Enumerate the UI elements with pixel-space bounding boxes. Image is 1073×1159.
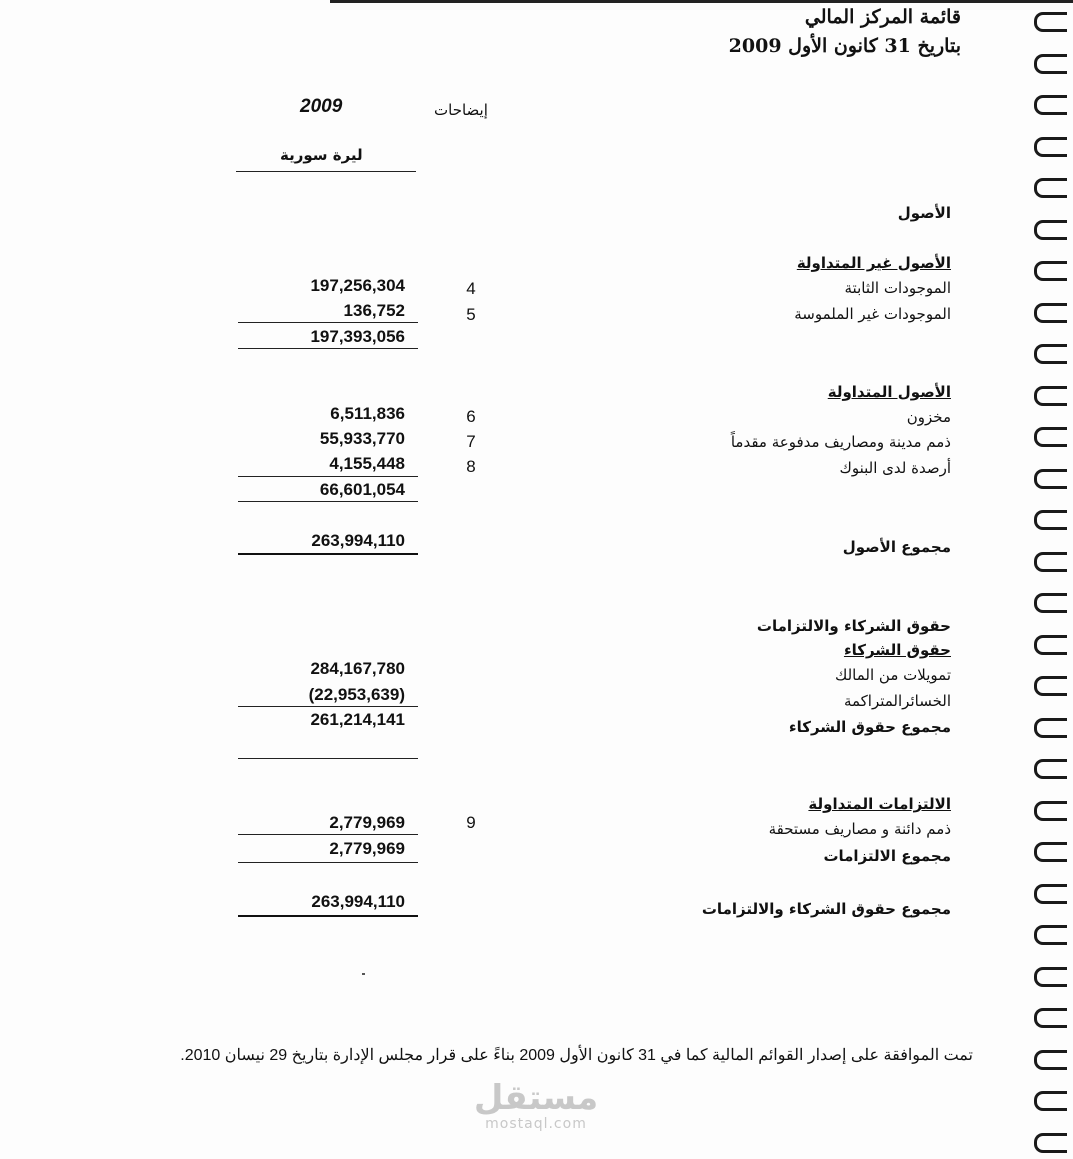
fixed-assets-value: 197,256,304	[310, 276, 405, 295]
total-liabilities-label: مجموع الالتزامات	[823, 847, 951, 865]
current-liabilities-heading: الالتزامات المتداولة	[808, 795, 951, 813]
binding-coil	[1034, 427, 1067, 447]
total-equity-label: مجموع حقوق الشركاء	[788, 718, 951, 736]
binding-coil	[1034, 12, 1067, 32]
rule	[238, 706, 418, 707]
intangible-assets-value: 136,752	[343, 301, 405, 320]
total-assets-value: 263,994,110	[311, 531, 405, 550]
rule	[238, 348, 418, 349]
rule	[238, 834, 418, 835]
binding-coil	[1034, 220, 1067, 240]
non-current-assets-total: 197,393,056	[310, 327, 405, 346]
total-assets-label: مجموع الأصول	[842, 538, 951, 556]
binding-coil	[1034, 303, 1067, 323]
binding-coil	[1034, 54, 1067, 74]
bank-balances-label: أرصدة لدى البنوك	[839, 459, 951, 477]
binding-coil	[1034, 1008, 1067, 1028]
payables-label: ذمم دائنة و مصاريف مستحقة	[768, 820, 951, 838]
statement-date: بتاريخ 31 كانون الأول 2009	[728, 35, 961, 57]
intangible-assets-note: 5	[466, 305, 476, 324]
header-rule	[236, 171, 416, 172]
rule	[238, 758, 418, 759]
approval-note: تمت الموافقة على إصدار القوائم المالية كما في 31 كانون الأول 2009 بناءً على قرار مجلس الإدارة بتاريخ 29 نيسان 2010.	[180, 1047, 973, 1064]
column-year: 2009	[300, 96, 343, 117]
statement-title: قائمة المركز المالي	[804, 6, 961, 28]
binding-coil	[1034, 967, 1067, 987]
binding-coil	[1034, 552, 1067, 572]
rule	[238, 862, 418, 863]
binding-coil	[1034, 1133, 1067, 1153]
top-border	[330, 0, 1073, 3]
binding-coil	[1034, 842, 1067, 862]
binding-coil	[1034, 510, 1067, 530]
receivables-label: ذمم مدينة ومصاريف مدفوعة مقدماً	[730, 433, 951, 451]
double-rule	[238, 553, 418, 555]
non-current-assets-heading: الأصول غير المتداولة	[796, 254, 951, 272]
binding-coil	[1034, 178, 1067, 198]
payables-value: 2,779,969	[329, 813, 405, 832]
owner-funding-value: 284,167,780	[310, 659, 405, 678]
column-notes: إيضاحات	[434, 101, 488, 119]
binding-coil	[1034, 95, 1067, 115]
binding-coil	[1034, 1091, 1067, 1111]
binding-coil	[1034, 801, 1067, 821]
payables-note: 9	[466, 813, 476, 832]
receivables-note: 7	[466, 432, 476, 451]
binding-coil	[1034, 925, 1067, 945]
fixed-assets-note: 4	[466, 279, 476, 298]
total-liabilities-value: 2,779,969	[329, 839, 405, 858]
rule	[238, 501, 418, 502]
rule	[238, 322, 418, 323]
binding-coil	[1034, 718, 1067, 738]
grand-total-label: مجموع حقوق الشركاء والالتزامات	[701, 900, 951, 918]
inventory-label: مخزون	[906, 408, 951, 426]
watermark-arabic: مستقل	[473, 1078, 599, 1118]
mostaql-watermark	[466, 1080, 606, 1132]
binding-coil	[1034, 884, 1067, 904]
current-assets-heading: الأصول المتداولة	[827, 383, 951, 401]
watermark-latin: mostaql.com	[485, 1116, 587, 1132]
bank-balances-note: 8	[466, 457, 476, 476]
spiral-binding	[1031, 0, 1073, 1159]
scan-speck	[362, 973, 365, 975]
inventory-value: 6,511,836	[330, 404, 405, 423]
fixed-assets-label: الموجودات الثابتة	[844, 279, 951, 297]
double-rule	[238, 915, 418, 917]
binding-coil	[1034, 469, 1067, 489]
binding-coil	[1034, 1050, 1067, 1070]
equity-heading: حقوق الشركاء	[843, 641, 951, 659]
binding-coil	[1034, 261, 1067, 281]
binding-coil	[1034, 137, 1067, 157]
binding-coil	[1034, 593, 1067, 613]
total-equity-value: 261,214,141	[310, 710, 405, 729]
rule	[238, 476, 418, 477]
inventory-note: 6	[466, 407, 476, 426]
binding-coil	[1034, 344, 1067, 364]
receivables-value: 55,933,770	[319, 429, 405, 448]
assets-heading: الأصول	[897, 204, 951, 222]
accumulated-losses-label: الخسائرالمتراكمة	[843, 692, 951, 710]
owner-funding-label: تمويلات من المالك	[834, 666, 951, 684]
binding-coil	[1034, 676, 1067, 696]
accumulated-losses-value: (22,953,639)	[308, 685, 405, 704]
bank-balances-value: 4,155,448	[329, 454, 405, 473]
binding-coil	[1034, 759, 1067, 779]
current-assets-total: 66,601,054	[319, 480, 405, 499]
binding-coil	[1034, 386, 1067, 406]
intangible-assets-label: الموجودات غير الملموسة	[794, 305, 951, 323]
grand-total-value: 263,994,110	[311, 892, 405, 911]
equity-liabilities-heading: حقوق الشركاء والالتزامات	[756, 617, 951, 635]
column-currency: ليرة سورية	[280, 146, 363, 164]
binding-coil	[1034, 635, 1067, 655]
